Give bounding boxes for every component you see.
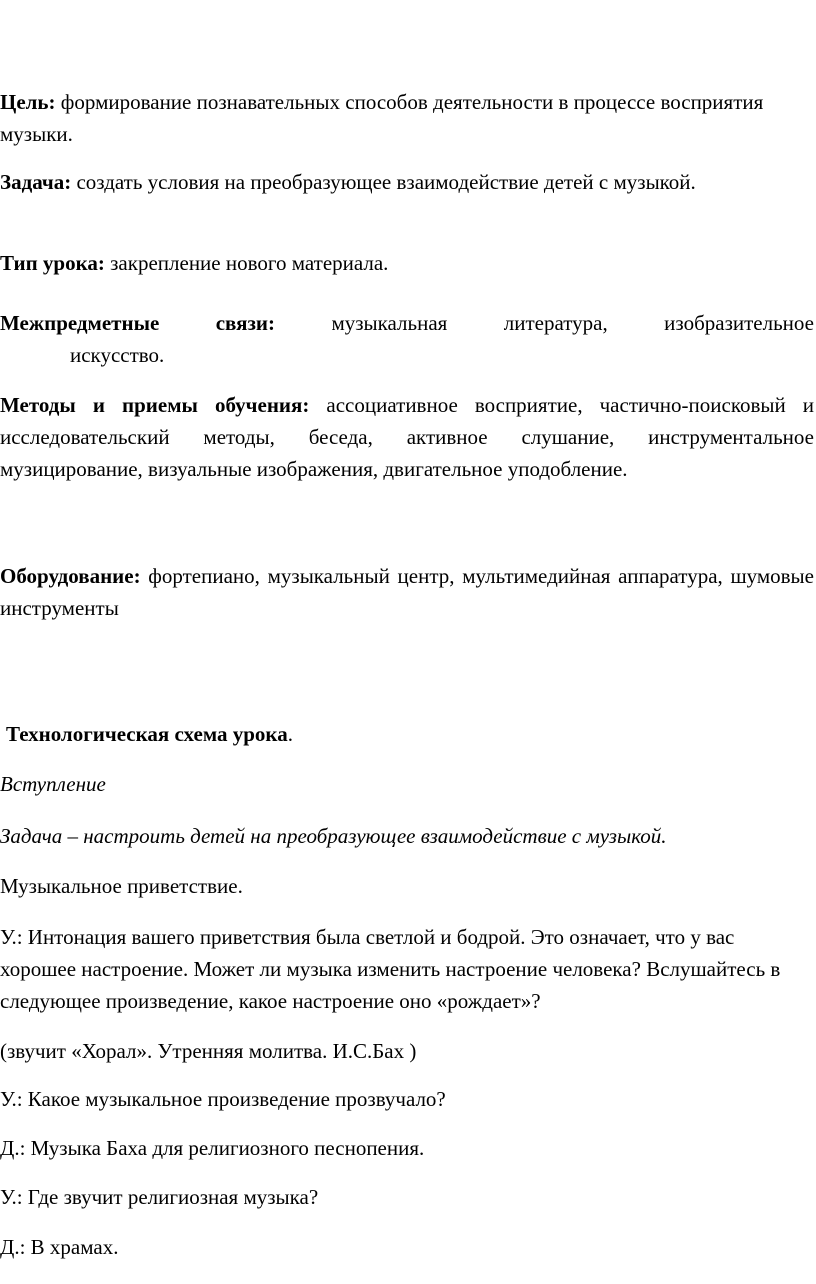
dialogue-line-3: (звучит «Хорал». Утренняя молитва. И.С.Бах ) (0, 1039, 417, 1063)
scheme-heading (6, 718, 816, 750)
lesson-type-paragraph (0, 247, 814, 279)
interdisciplinary-line1 (0, 307, 814, 339)
methods-text: ассоциативное восприятие, частично-поисковый и исследовательский методы, беседа, активное слушание, инструментальное музицирование, визуальные изображения, двигательное уподобление. (0, 393, 815, 481)
goal-paragraph (0, 86, 814, 150)
interdisciplinary-label: Межпредметные связи: (0, 311, 276, 335)
dialogue-line-1: Музыкальное приветствие. (0, 874, 243, 898)
interdisciplinary-continuation: искусство. (70, 343, 165, 367)
dialogue-line-5: Д.: Музыка Баха для религиозного песнопения. (0, 1136, 425, 1160)
intro-task: Задача – настроить детей на преобразующее взаимодействие с музыкой. (0, 824, 667, 848)
goal-label: Цель: (0, 90, 56, 114)
scheme-title: Технологическая схема урока (6, 722, 288, 746)
lesson-type-text: закрепление нового материала. (104, 251, 389, 275)
goal-text: формирование познавательных способов деятельности в процессе восприятия музыки. (0, 90, 764, 146)
interdisciplinary-line2 (0, 339, 814, 371)
interdisciplinary-text: музыкальная литература, изобразительное (275, 311, 814, 335)
task-paragraph (0, 166, 814, 198)
dialogue-line-6: У.: Где звучит религиозная музыка? (0, 1185, 319, 1209)
equipment-label: Оборудование: (0, 564, 141, 588)
methods-paragraph (0, 389, 814, 485)
task-text: создать условия на преобразующее взаимодействие детей с музыкой. (71, 170, 696, 194)
intro-heading: Вступление (0, 772, 106, 796)
equipment-text: фортепиано, музыкальный центр, мультимедийная аппаратура, шумовые инструменты (0, 564, 814, 620)
dialogue-line-4: У.: Какое музыкальное произведение прозвучало? (0, 1087, 446, 1111)
scheme-title-dot: . (287, 722, 293, 746)
dialogue-line-7: Д.: В храмах. (0, 1235, 119, 1259)
task-label: Задача: (0, 170, 72, 194)
methods-label: Методы и приемы обучения: (0, 393, 310, 417)
lesson-type-label: Тип урока: (0, 251, 105, 275)
equipment-paragraph (0, 560, 814, 624)
dialogue-line-2: У.: Интонация вашего приветствия была светлой и бодрой. Это означает, что у вас хорошее настроение. Может ли музыка изменить настроение человека? Вслушайтесь в следующее произведение, какое настроение оно «рождает»? (0, 925, 781, 1013)
